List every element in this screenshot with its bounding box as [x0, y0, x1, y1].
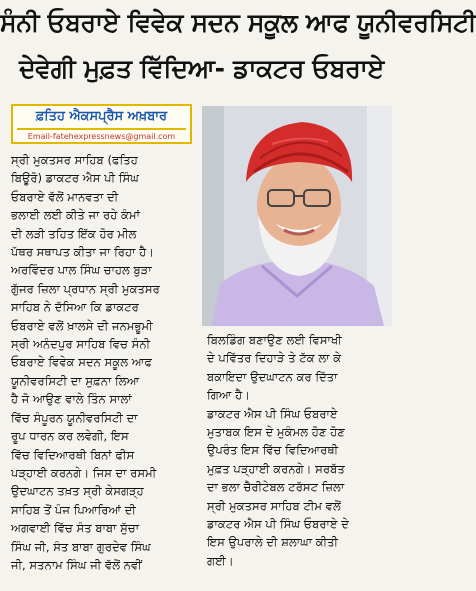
article-line: ਪੱਥਰ ਸਥਾਪਤ ਕੀਤਾ ਜਾ ਰਿਹਾ ਹੈ।	[11, 245, 155, 260]
article-line: ਓਬਰਾਏ ਵੱਲੋਂ ਮਾਨਵਤਾ ਦੀ	[11, 189, 119, 204]
article-line: ਓਬਰਾਏ ਵਿਵੇਕ ਸਦਨ ਸਕੂਲ ਆਫ	[11, 355, 152, 370]
article-line: ਮੁਫ਼ਤ ਪੜ੍ਹਾਈ ਕਰਨਗੇ। ਸਰਬੱਤ	[207, 461, 345, 476]
article-line: ਇਸ ਉਪਰਾਲੇ ਦੀ ਸ਼ਲਾਘਾ ਕੀਤੀ	[207, 535, 339, 550]
article-line: ਬਕਾਇਦਾ ਉਦਘਾਟਨ ਕਰ ਦਿੱਤਾ	[207, 369, 338, 384]
article-line: ਸ੍ਰੀ ਮੁਕਤਸਰ ਸਾਹਿਬ ਟੀਮ ਵਲੋਂ	[207, 498, 341, 513]
article-line: ਜੀ, ਸਤਨਾਮ ਸਿੰਘ ਜੀ ਵੱਲੋਂ ਨਵੀਂ	[11, 557, 142, 572]
article-line: ਅਗਵਾਈ ਵਿੱਚ ਸੰਤ ਬਾਬਾ ਸੁੱਚਾ	[11, 521, 140, 536]
portrait-photo	[202, 106, 392, 326]
article-line: ਡਾਕਟਰ ਐਸ ਪੀ ਸਿੰਘ ਓਬਰਾਏ ਦੇ	[207, 517, 349, 532]
article-line: ਅਰਵਿੰਦਰ ਪਾਲ ਸਿੰਘ ਚਾਹਲ ਬੁੜਾ	[11, 263, 152, 278]
headline-line-1: ਸੰਨੀ ਓਬਰਾਏ ਵਿਵੇਕ ਸਦਨ ਸਕੂਲ ਆਫ ਯੂਨੀਵਰਸਿਟੀ	[0, 8, 476, 37]
article-line: ਰੂਪ ਧਾਰਨ ਕਰ ਲਵੇਗੀ, ਇਸ	[11, 429, 129, 444]
article-line: ਸ੍ਰੀ ਮੁਕਤਸਰ ਸਾਹਿਬ (ਫਤਿਹ	[11, 153, 138, 167]
article-line: ਸਾਹਿਬ ਨੇ ਦੱਸਿਆ ਕਿ ਡਾਕਟਰ	[11, 300, 139, 315]
article-line: ਬਿਲਡਿੰਗ ਬਣਾਉਣ ਲਈ ਵਿਸਾਖੀ	[207, 333, 342, 347]
article-line: ਭਲਾਈ ਲਈ ਕੀਤੇ ਜਾ ਰਹੇ ਕੰਮਾਂ	[11, 208, 140, 223]
article-column-left	[11, 151, 195, 583]
article-line: ਪੜ੍ਹਾਈ ਕਰਨਗੇ। ਜਿਸ ਦਾ ਰਸਮੀ	[11, 465, 157, 480]
article-line: ਬਿਊਰੋ) ਡਾਕਟਰ ਐਸ ਪੀ ਸਿੰਘ	[11, 171, 139, 186]
article-line: ਸ੍ਰੀ ਅਨੰਦਪੁਰ ਸਾਹਿਬ ਵਿਚ ਸੰਨੀ	[11, 337, 151, 352]
article-line: ਦਾ ਭਲਾ ਚੈਰੀਟੇਬਲ ਟਰੱਸਟ ਜ਼ਿਲਾ	[207, 480, 345, 495]
headline-line-2: ਦੇਵੇਗੀ ਮੁਫ਼ਤ ਵਿੱਦਿਆ- ਡਾਕਟਰ ਓਬਰਾਏ	[19, 54, 384, 83]
article-line: ਗਿਆ ਹੈ।	[207, 388, 251, 403]
article-line: ਉਪਰੰਤ ਇਸ ਵਿੱਚ ਵਿਦਿਆਰਥੀ	[207, 443, 339, 458]
article-line: ਦੀ ਲੜੀ ਤਹਿਤ ਇੱਕ ਹੋਰ ਮੀਲ	[11, 226, 137, 241]
article-line: ਓਬਰਾਏ ਵਲੋਂ ਖ਼ਾਲਸੇ ਦੀ ਜਨਮਭੂਮੀ	[11, 318, 153, 333]
article-line: ਸਿੰਘ ਜੀ, ਸੰਤ ਬਾਬਾ ਗੁਰਦੇਵ ਸਿੰਘ	[11, 539, 151, 554]
article-line: ਗਈ।	[207, 553, 234, 568]
masthead-divider	[17, 128, 186, 130]
article-line: ਯੂਨੀਵਰਸਿਟੀ ਦਾ ਸੁਫ਼ਨਾ ਲਿਆ	[11, 373, 140, 388]
article-line: ਦੇ ਪਵਿੱਤਰ ਦਿਹਾੜੇ ਤੇ ਟੱਕ ਲਾ ਕੇ	[207, 351, 342, 366]
masthead-logo	[11, 104, 192, 144]
portrait-illustration	[202, 106, 392, 326]
article-line: ਸਾਹਿਬ ਤੋਂ ਪੰਜ ਪਿਆਰਿਆਂ ਦੀ	[11, 502, 136, 517]
article-line: ਉਦਘਾਟਨ ਤਖ਼ਤ ਸ੍ਰੀ ਕੇਸਗੜ੍ਹ	[11, 484, 144, 499]
article-line: ਗੁੱਜਰ ਜ਼ਿਲਾ ਪ੍ਰਧਾਨ ਸ੍ਰੀ ਮੁਕਤਸਰ	[11, 281, 160, 296]
article-line: ਡਾਕਟਰ ਐਸ ਪੀ ਸਿੰਘ ਓਬਰਾਏ	[207, 406, 338, 421]
article-column-right	[207, 331, 392, 581]
article-line: ਹੈ ਜੋ ਆਉਣ ਵਾਲੇ ਤਿੰਨ ਸਾਲਾਂ	[11, 392, 132, 407]
article-line: ਮੁਤਾਬਕ ਇਸ ਦੇ ਮੁਕੰਮਲ ਹੋਣ ਹੋਣ	[207, 425, 345, 440]
article-line: ਵਿੱਚ ਸੰਪੂਰਨ ਯੂਨੀਵਰਸਿਟੀ ਦਾ	[11, 410, 138, 425]
masthead-name: ਫ਼ਤਿਹ ਐਕਸਪ੍ਰੈਸ ਅਖ਼ਬਾਰ	[35, 109, 168, 124]
masthead-email: Email-fatehexpressnews@gmail.com	[27, 132, 176, 141]
article-line: ਵਿੱਚ ਵਿਦਿਆਰਥੀ ਬਿਨਾਂ ਫੀਸ	[11, 447, 135, 462]
